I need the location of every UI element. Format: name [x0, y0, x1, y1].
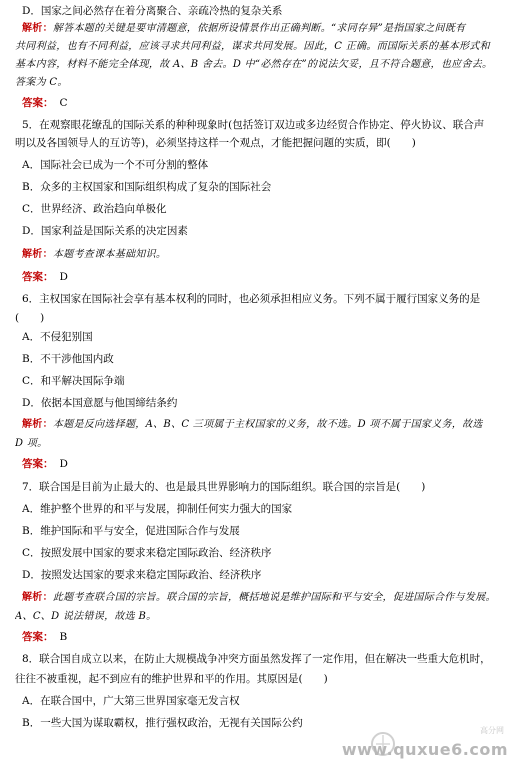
answer-option: A．在联合国中，广大第三世界国家毫无发言权	[22, 695, 240, 707]
answer-label: 答案：	[22, 458, 54, 470]
explanation-text: 此题考查联合国的宗旨。联合国的宗旨，概括地说是维护国际和平与安全，促进国际合作与发展。	[52, 592, 496, 603]
watermark	[341, 725, 514, 761]
question-stem-continuation: ( )	[15, 312, 45, 324]
answer-option: B．众多的主权国家和国际组织构成了复杂的国际社会	[22, 181, 272, 193]
answer-option: C．世界经济、政治趋向单极化	[22, 203, 167, 215]
answer-option: A．不侵犯别国	[22, 331, 93, 343]
question-stem-continuation: 往往不被重视，起不到应有的维护世界和平的作用。其原因是( )	[15, 673, 328, 685]
answer-option: B．维护国际和平与安全，促进国际合作与发展	[22, 525, 240, 537]
watermark-site: www.quxue6.com	[341, 740, 508, 759]
question-stem: 5．在观察眼花缭乱的国际关系的种种现象时(包括签订双边或多边经贸合作协定、停火协议、联合声	[22, 119, 485, 131]
explanation-continuation: A、C、D 说法错误，故选 B。	[15, 611, 157, 622]
explanation-continuation: D 项。	[15, 438, 48, 449]
explanation-label: 解析：	[22, 249, 53, 260]
answer-option: D．国家之间必然存在着分离聚合、亲疏冷热的复杂关系	[22, 5, 283, 17]
explanation-line	[22, 248, 517, 262]
answer-label: 答案：	[22, 271, 54, 283]
answer-label: 答案：	[22, 97, 54, 109]
answer-line	[22, 96, 517, 110]
explanation-text: 本题考查课本基础知识。	[52, 249, 167, 260]
answer-value: B	[59, 631, 68, 643]
answer-option: B．一些大国为谋取霸权，推行强权政治，无视有关国际公约	[22, 717, 303, 729]
explanation-continuation: 共同利益，也有不同利益，应该寻求共同利益，谋求共同发展。因此，C 正确。而国际关系的基本形式和	[15, 41, 490, 52]
watermark-tagline: 高分网	[480, 726, 504, 735]
answer-option: D．依据本国意愿与他国缔结条约	[22, 397, 178, 409]
question-stem: 7．联合国是目前为止最大的、也是最具世界影响力的国际组织。联合国的宗旨是( )	[22, 481, 426, 493]
explanation-label: 解析：	[22, 23, 53, 34]
explanation-continuation: 基本内容，材料不能完全体现，故 A、B 舍去。D 中“必然存在”的说法欠妥，且不符合题意，也应舍去。	[15, 59, 493, 70]
answer-value: C	[59, 97, 68, 109]
answer-value: D	[59, 458, 68, 470]
explanation-label: 解析：	[22, 419, 53, 430]
answer-option: D．按照发达国家的要求来稳定国际政治、经济秩序	[22, 569, 262, 581]
answer-line	[22, 457, 517, 471]
answer-option: B．不干涉他国内政	[22, 353, 114, 365]
answer-line	[22, 630, 517, 644]
explanation-text: 本题是反向选择题，A、B、C 三项属于主权国家的义务，故不选。D 项不属于国家义务，故选	[52, 419, 483, 430]
answer-option: A．维护整个世界的和平与发展，抑制任何实力强大的国家	[22, 503, 293, 515]
explanation-text: 解答本题的关键是要审清题意，依据所设情景作出正确判断。“求同存异”是指国家之间既有	[52, 23, 466, 34]
answer-value: D	[59, 271, 68, 283]
question-stem-continuation: 明以及各国领导人的互访等)，必须坚持这样一个观点，才能把握问题的实质，即( )	[15, 137, 416, 149]
answer-option: A．国际社会已成为一个不可分割的整体	[22, 159, 209, 171]
question-stem: 8．联合国自成立以来，在防止大规模战争冲突方面虽然发挥了一定作用，但在解决一些重大危机时，	[22, 653, 491, 665]
explanation-line	[22, 22, 517, 36]
explanation-line	[22, 591, 517, 605]
explanation-continuation: 答案为 C。	[15, 77, 68, 88]
explanation-label: 解析：	[22, 592, 53, 603]
answer-option: C．和平解决国际争端	[22, 375, 125, 387]
answer-label: 答案：	[22, 631, 54, 643]
answer-option: D．国家利益是国际关系的决定因素	[22, 225, 188, 237]
question-stem: 6．主权国家在国际社会享有基本权利的同时，也必须承担相应义务。下列不属于履行国家义务的是	[22, 293, 481, 305]
explanation-line	[22, 418, 517, 432]
answer-option: C．按照发展中国家的要求来稳定国际政治、经济秩序	[22, 547, 272, 559]
answer-line	[22, 270, 517, 284]
